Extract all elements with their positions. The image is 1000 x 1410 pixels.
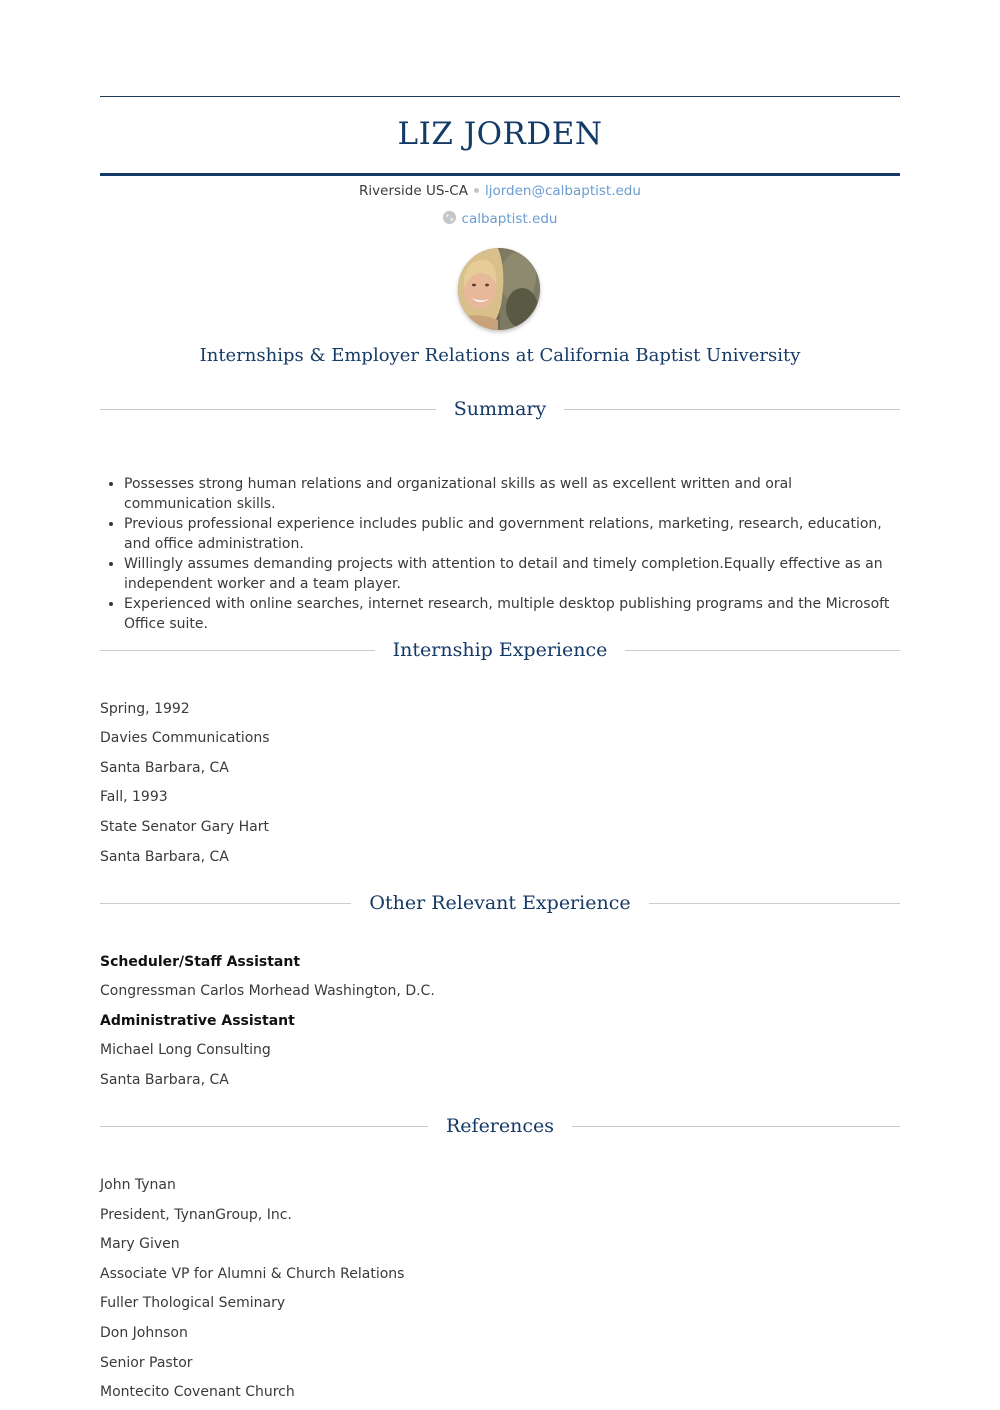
reference-line: President, TynanGroup, Inc. [100,1207,292,1223]
title-rule-right [625,650,900,651]
reference-line: Don Johnson [100,1325,188,1341]
job-location: Santa Barbara, CA [100,1072,229,1088]
section-title-text: Summary [453,398,547,420]
title-rule-right [649,903,900,904]
reference-line: Fuller Thological Seminary [100,1295,286,1311]
dot-icon [474,188,479,193]
location-text: Riverside US-CA [359,183,468,199]
internship-line: Davies Communications [100,730,270,746]
reference-line: Montecito Covenant Church [100,1384,295,1400]
email-link[interactable]: ljorden@calbaptist.edu [484,183,641,199]
contact-line-website [100,210,900,228]
title-rule-left [100,409,436,410]
reference-line: Associate VP for Alumni & Church Relations [100,1266,405,1282]
section-title-text: Internship Experience [392,639,608,661]
title-rule-right [572,1126,900,1127]
headline: Internships & Employer Relations at California Baptist University [199,345,801,366]
section-references-title [100,1111,900,1141]
section-title-text: Other Relevant Experience [369,892,631,914]
title-rule-left [100,1126,428,1127]
internship-line: Spring, 1992 [100,701,190,717]
job-organization: Congressman Carlos Morhead Washington, D.C. [100,983,435,999]
header-top-rule [100,96,900,97]
title-rule-left [100,903,351,904]
avatar [458,248,540,330]
internship-line: Santa Barbara, CA [100,849,229,865]
summary-bullet: • Possesses strong human relations and organizational skills as well as excellent written and oral communication skills. [124,474,900,514]
header-name-rule [100,173,900,176]
title-rule-right [564,409,900,410]
job-role: Administrative Assistant [100,1013,295,1029]
reference-line: John Tynan [100,1177,176,1193]
internship-line: State Senator Gary Hart [100,819,269,835]
job-role: Scheduler/Staff Assistant [100,954,301,970]
section-title-text: References [445,1115,555,1137]
section-other-title [100,888,900,918]
candidate-name: LIZ JORDEN [397,116,603,152]
job-organization: Michael Long Consulting [100,1042,271,1058]
reference-line: Mary Given [100,1236,180,1252]
internship-line: Fall, 1993 [100,789,168,805]
summary-bullet: • Previous professional experience includes public and government relations, marketing, research, education, and office administration. [124,514,900,554]
reference-line: Senior Pastor [100,1355,193,1371]
globe-icon [443,211,456,224]
summary-bullet: • Experienced with online searches, internet research, multiple desktop publishing programs and the Microsoft Office suite. [124,594,900,634]
website-link[interactable]: calbaptist.edu [461,211,558,227]
summary-bullet: • Willingly assumes demanding projects with attention to detail and timely completion.Equally effective as an independent worker and a team player. [124,554,900,594]
summary-bullet-list [100,474,900,634]
section-summary-title [100,394,900,424]
contact-line-primary [100,182,900,200]
internship-line: Santa Barbara, CA [100,760,229,776]
title-rule-left [100,650,375,651]
section-internship-title [100,635,900,665]
